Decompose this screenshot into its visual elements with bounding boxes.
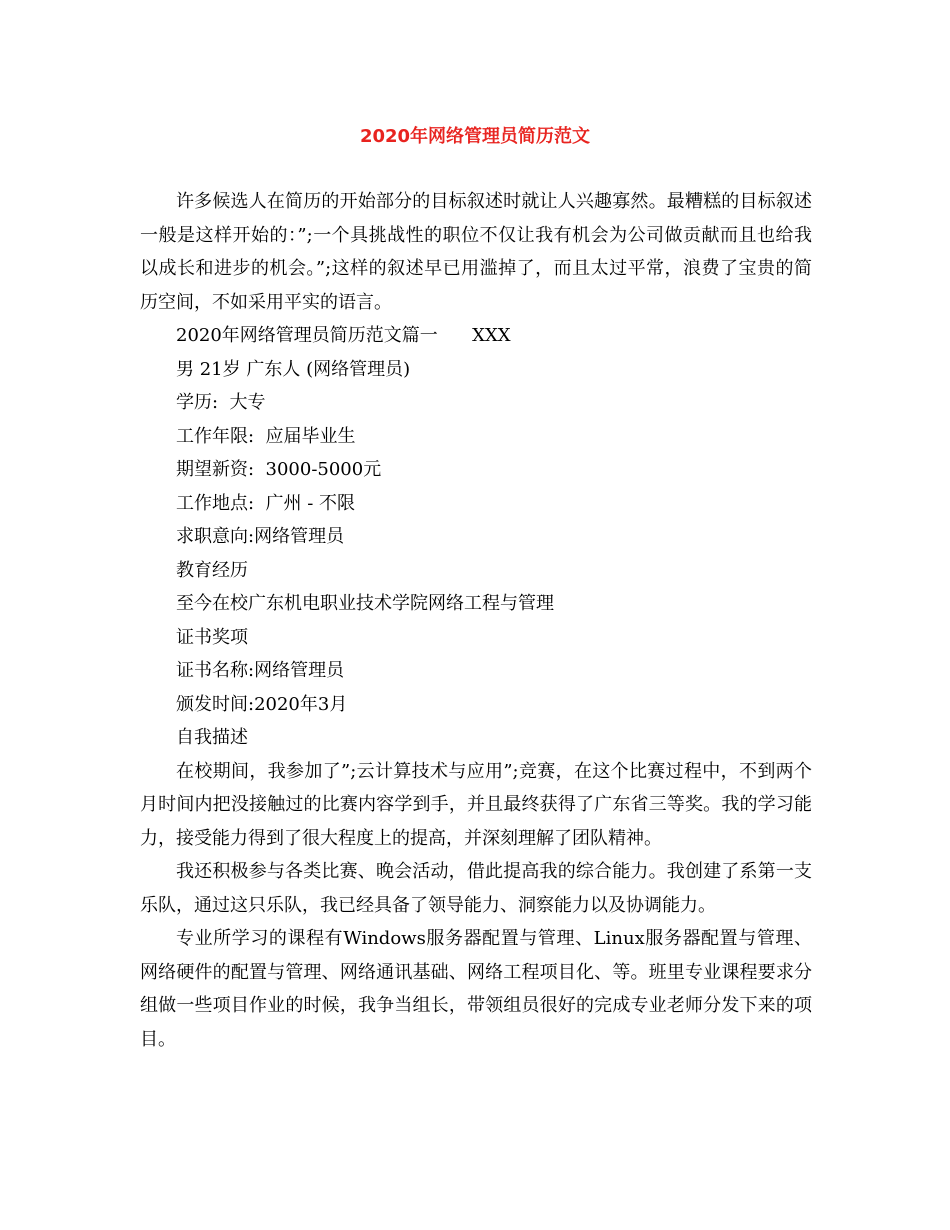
intro-paragraph: 许多候选人在简历的开始部分的目标叙述时就让人兴趣寡然。最糟糕的目标叙述一般是这样开始的：”;一个具挑战性的职位不仅让我有机会为公司做贡献而且也给我以成长和进步的机会。”;这样的叙述早已用滥掉了，而且太过平常，浪费了宝贵的简历空间，不如采用平实的语言。 bbox=[140, 191, 812, 313]
certificates-section-heading: 证书奖项 bbox=[176, 626, 248, 648]
certificate-name-line: 证书名称:网络管理员 bbox=[176, 660, 345, 681]
personal-info-line: 男 21岁 广东人 (网络管理员) bbox=[176, 358, 411, 380]
document-body bbox=[140, 185, 812, 1056]
self-description-heading: 自我描述 bbox=[176, 727, 248, 748]
work-years-line: 工作年限: 应届毕业生 bbox=[176, 425, 356, 447]
resume-heading-line: 2020年网络管理员简历范文篇一 XXX bbox=[176, 325, 511, 346]
expected-salary-line: 期望新资: 3000-5000元 bbox=[176, 459, 382, 480]
education-section-heading: 教育经历 bbox=[176, 559, 248, 581]
self-description-paragraph-1: 在校期间，我参加了”;云计算技术与应用”;竞赛，在这个比赛过程中，不到两个月时间内把没接触过的比赛内容学到手，并且最终获得了广东省三等奖。我的学习能力，接受能力得到了很大程度上的提高，并深刻理解了团队精神。 bbox=[140, 760, 812, 849]
job-intention-line: 求职意向:网络管理员 bbox=[176, 526, 345, 547]
self-description-paragraph-2: 我还积极参与各类比赛、晚会活动，借此提高我的综合能力。我创建了系第一支乐队，通过这只乐队，我已经具备了领导能力、洞察能力以及协调能力。 bbox=[140, 861, 812, 916]
document-title: 2020年网络管理员简历范文 bbox=[359, 126, 591, 147]
certificate-date-line: 颁发时间:2020年3月 bbox=[176, 693, 348, 715]
self-description-paragraph-3: 专业所学习的课程有Windows服务器配置与管理、Linux服务器配置与管理、网络硬件的配置与管理、网络通讯基础、网络工程项目化、等。班里专业课程要求分组做一些项目作业的时候，我争当组长，带领组员很好的完成专业老师分发下来的项目。 bbox=[140, 928, 812, 1050]
school-line: 至今在校广东机电职业技术学院网络工程与管理 bbox=[176, 593, 554, 614]
education-level-line: 学历: 大专 bbox=[176, 392, 266, 413]
work-location-line: 工作地点: 广州 - 不限 bbox=[176, 492, 356, 514]
